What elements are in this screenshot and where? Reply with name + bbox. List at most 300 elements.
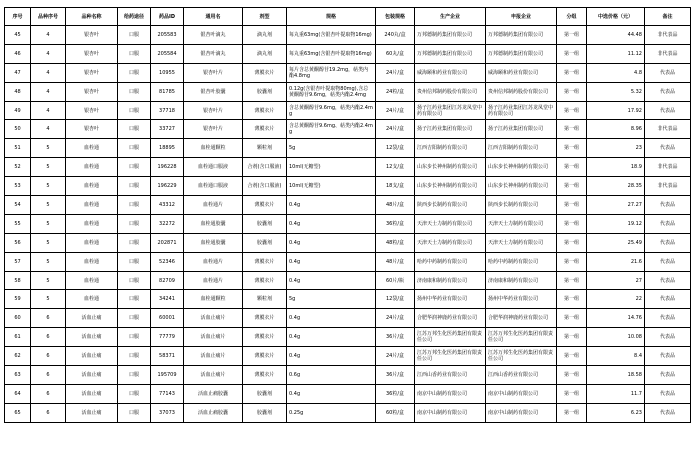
cell-drug-id: 18895 <box>151 139 184 158</box>
cell-price: 23 <box>587 139 645 158</box>
cell-applicant: 江苏万邦生化医药集团有限责任公司 <box>486 328 557 347</box>
column-header-price: 中选价格（元） <box>587 8 645 26</box>
cell-seq: 51 <box>5 139 31 158</box>
cell-manufacturer: 扬州中华药业有限公司 <box>415 290 486 309</box>
table-row <box>5 177 691 196</box>
cell-variety-name: 银杏叶 <box>66 82 118 101</box>
cell-price: 10.08 <box>587 328 645 347</box>
cell-package: 12袋/盒 <box>376 290 415 309</box>
cell-seq: 49 <box>5 101 31 120</box>
cell-variety-name: 血栓通 <box>66 214 118 233</box>
cell-manufacturer: 天津天士力制药有限公司 <box>415 233 486 252</box>
cell-group: 第一组 <box>557 403 587 422</box>
cell-drug-id: 205583 <box>151 26 184 45</box>
cell-price: 11.7 <box>587 384 645 403</box>
cell-variety-name: 活血止痛 <box>66 403 118 422</box>
cell-spec: 含总黄酮醇苷9.6mg、萜类内酯2.4mg <box>287 120 376 139</box>
cell-package: 12支/盒 <box>376 158 415 177</box>
cell-group: 第一组 <box>557 271 587 290</box>
cell-price: 11.12 <box>587 44 645 63</box>
cell-spec: 5g <box>287 290 376 309</box>
cell-manufacturer: 江西吉阳制药有限公司 <box>415 139 486 158</box>
cell-manufacturer: 山东步长神州制药有限公司 <box>415 177 486 196</box>
cell-group: 第一组 <box>557 214 587 233</box>
cell-dosage-form: 薄膜衣片 <box>243 271 287 290</box>
cell-drug-id: 205584 <box>151 44 184 63</box>
cell-spec: 含总黄酮醇苷9.6mg，萜类内酯2.4mg <box>287 101 376 120</box>
cell-price: 4.8 <box>587 63 645 82</box>
cell-generic-name: 活血止痛片 <box>184 309 243 328</box>
cell-applicant: 天津天士力制药有限公司 <box>486 233 557 252</box>
cell-route: 口服 <box>118 44 151 63</box>
cell-manufacturer: 江苏万邦生化医药集团有限责任公司 <box>415 347 486 366</box>
cell-generic-name: 活血止痛片 <box>184 347 243 366</box>
cell-spec: 每片含总黄酮醇苷19.2mg，萜类内酯4.8mg <box>287 63 376 82</box>
cell-seq: 63 <box>5 366 31 385</box>
cell-spec: 0.4g <box>287 328 376 347</box>
cell-variety-seq: 4 <box>31 63 66 82</box>
cell-route: 口服 <box>118 196 151 215</box>
cell-spec: 0.4g <box>287 384 376 403</box>
table-row <box>5 290 691 309</box>
column-header-remark: 备注 <box>645 8 691 26</box>
cell-drug-id: 58371 <box>151 347 184 366</box>
cell-variety-seq: 6 <box>31 328 66 347</box>
cell-group: 第一组 <box>557 63 587 82</box>
cell-price: 22 <box>587 290 645 309</box>
cell-variety-seq: 4 <box>31 120 66 139</box>
cell-package: 24片/盒 <box>376 347 415 366</box>
cell-applicant: 陕西步长制药有限公司 <box>486 196 557 215</box>
cell-variety-seq: 5 <box>31 252 66 271</box>
cell-remark: 代表品 <box>645 63 691 82</box>
cell-variety-seq: 6 <box>31 384 66 403</box>
cell-seq: 57 <box>5 252 31 271</box>
cell-generic-name: 活血止痛胶囊 <box>184 403 243 422</box>
cell-variety-seq: 4 <box>31 26 66 45</box>
cell-group: 第一组 <box>557 347 587 366</box>
cell-group: 第一组 <box>557 233 587 252</box>
cell-drug-id: 37073 <box>151 403 184 422</box>
cell-variety-name: 活血止痛 <box>66 309 118 328</box>
cell-generic-name: 血栓通片 <box>184 271 243 290</box>
cell-applicant: 南京中山制药有限公司 <box>486 403 557 422</box>
cell-variety-seq: 6 <box>31 309 66 328</box>
cell-remark: 非代表品 <box>645 177 691 196</box>
cell-group: 第一组 <box>557 309 587 328</box>
table-row <box>5 101 691 120</box>
cell-dosage-form: 薄膜衣片 <box>243 63 287 82</box>
cell-route: 口服 <box>118 252 151 271</box>
cell-spec: 0.6g <box>287 366 376 385</box>
cell-dosage-form: 薄膜衣片 <box>243 328 287 347</box>
cell-group: 第一组 <box>557 139 587 158</box>
cell-remark: 代表品 <box>645 101 691 120</box>
cell-group: 第一组 <box>557 158 587 177</box>
cell-remark: 代表品 <box>645 82 691 101</box>
cell-spec: 0.25g <box>287 403 376 422</box>
cell-dosage-form: 胶囊剂 <box>243 403 287 422</box>
table-row <box>5 63 691 82</box>
cell-package: 48粒/盒 <box>376 233 415 252</box>
cell-route: 口服 <box>118 26 151 45</box>
cell-variety-name: 银杏叶 <box>66 63 118 82</box>
cell-seq: 58 <box>5 271 31 290</box>
cell-drug-id: 77143 <box>151 384 184 403</box>
table-row <box>5 233 691 252</box>
cell-price: 8.96 <box>587 120 645 139</box>
cell-generic-name: 血栓通颗粒 <box>184 139 243 158</box>
cell-remark: 代表品 <box>645 309 691 328</box>
cell-variety-name: 血栓通 <box>66 177 118 196</box>
cell-route: 口服 <box>118 271 151 290</box>
cell-applicant: 万邦德制药集团有限公司 <box>486 26 557 45</box>
cell-remark: 代表品 <box>645 139 691 158</box>
table-body <box>5 26 691 423</box>
cell-seq: 52 <box>5 158 31 177</box>
cell-dosage-form: 薄膜衣片 <box>243 196 287 215</box>
cell-variety-seq: 5 <box>31 214 66 233</box>
cell-manufacturer: 万邦德制药集团有限公司 <box>415 44 486 63</box>
cell-drug-id: 82709 <box>151 271 184 290</box>
cell-applicant: 南京中山制药有限公司 <box>486 384 557 403</box>
cell-manufacturer: 哈药中药制药有限公司 <box>415 252 486 271</box>
cell-price: 28.35 <box>587 177 645 196</box>
cell-price: 18.9 <box>587 158 645 177</box>
cell-drug-id: 196228 <box>151 158 184 177</box>
cell-package: 24片/盒 <box>376 309 415 328</box>
cell-route: 口服 <box>118 139 151 158</box>
table-row <box>5 366 691 385</box>
cell-variety-seq: 4 <box>31 101 66 120</box>
cell-applicant: 扬子江药业集团有限公司 <box>486 120 557 139</box>
table-row <box>5 252 691 271</box>
column-header-group: 分组 <box>557 8 587 26</box>
cell-manufacturer: 扬子江药业集团江苏龙凤堂中药有限公司 <box>415 101 486 120</box>
cell-generic-name: 银杏叶片 <box>184 101 243 120</box>
column-header-seq: 序号 <box>5 8 31 26</box>
cell-price: 27.27 <box>587 196 645 215</box>
cell-generic-name: 血栓通胶囊 <box>184 233 243 252</box>
cell-remark: 代表品 <box>645 366 691 385</box>
cell-manufacturer: 山东步长神州制药有限公司 <box>415 158 486 177</box>
cell-group: 第一组 <box>557 177 587 196</box>
column-header-dosage-form: 剂型 <box>243 8 287 26</box>
cell-variety-seq: 6 <box>31 403 66 422</box>
cell-applicant: 威海颐和药业有限公司 <box>486 63 557 82</box>
cell-drug-id: 32272 <box>151 214 184 233</box>
cell-manufacturer: 江西山香药业有限公司 <box>415 366 486 385</box>
cell-spec: 0.4g <box>287 196 376 215</box>
table-row <box>5 271 691 290</box>
cell-remark: 代表品 <box>645 384 691 403</box>
cell-variety-name: 活血止痛 <box>66 347 118 366</box>
cell-variety-name: 血栓通 <box>66 158 118 177</box>
cell-route: 口服 <box>118 403 151 422</box>
cell-group: 第一组 <box>557 290 587 309</box>
table-row <box>5 347 691 366</box>
cell-variety-name: 血栓通 <box>66 290 118 309</box>
cell-route: 口服 <box>118 214 151 233</box>
cell-route: 口服 <box>118 120 151 139</box>
cell-seq: 59 <box>5 290 31 309</box>
cell-dosage-form: 胶囊剂 <box>243 233 287 252</box>
cell-group: 第一组 <box>557 252 587 271</box>
cell-dosage-form: 滴丸剂 <box>243 44 287 63</box>
cell-group: 第一组 <box>557 328 587 347</box>
cell-remark: 代表品 <box>645 214 691 233</box>
cell-spec: 0.4g <box>287 252 376 271</box>
cell-price: 17.92 <box>587 101 645 120</box>
cell-drug-id: 37718 <box>151 101 184 120</box>
cell-manufacturer: 南京中山制药有限公司 <box>415 403 486 422</box>
column-header-variety-name: 品种名称 <box>66 8 118 26</box>
cell-dosage-form: 薄膜衣片 <box>243 101 287 120</box>
cell-manufacturer: 合肥华润神鹿药业有限公司 <box>415 309 486 328</box>
cell-applicant: 济南康和制药有限公司 <box>486 271 557 290</box>
cell-dosage-form: 薄膜衣片 <box>243 252 287 271</box>
cell-dosage-form: 颗粒剂 <box>243 290 287 309</box>
cell-seq: 46 <box>5 44 31 63</box>
cell-price: 14.76 <box>587 309 645 328</box>
header-row <box>5 8 691 26</box>
cell-drug-id: 81785 <box>151 82 184 101</box>
cell-generic-name: 活血止痛胶囊 <box>184 384 243 403</box>
cell-package: 36片/盒 <box>376 328 415 347</box>
cell-package: 24片/盒 <box>376 101 415 120</box>
cell-remark: 代表品 <box>645 347 691 366</box>
cell-package: 36粒/盒 <box>376 214 415 233</box>
cell-generic-name: 银杏叶滴丸 <box>184 44 243 63</box>
cell-drug-id: 196229 <box>151 177 184 196</box>
cell-generic-name: 血栓通颗粒 <box>184 290 243 309</box>
cell-package: 240丸/盒 <box>376 26 415 45</box>
table-row <box>5 139 691 158</box>
cell-manufacturer: 万邦德制药集团有限公司 <box>415 26 486 45</box>
cell-applicant: 贵州信邦制药股份有限公司 <box>486 82 557 101</box>
cell-generic-name: 银杏叶胶囊 <box>184 82 243 101</box>
cell-seq: 50 <box>5 120 31 139</box>
cell-price: 8.4 <box>587 347 645 366</box>
cell-seq: 56 <box>5 233 31 252</box>
cell-generic-name: 活血止痛片 <box>184 328 243 347</box>
cell-spec: 0.4g <box>287 233 376 252</box>
cell-package: 60片/瓶 <box>376 271 415 290</box>
cell-variety-seq: 6 <box>31 366 66 385</box>
cell-spec: 5g <box>287 139 376 158</box>
cell-package: 60粒/盒 <box>376 403 415 422</box>
cell-seq: 45 <box>5 26 31 45</box>
cell-manufacturer: 济南康和制药有限公司 <box>415 271 486 290</box>
cell-package: 24片/盒 <box>376 120 415 139</box>
cell-remark: 非代表品 <box>645 120 691 139</box>
cell-group: 第一组 <box>557 384 587 403</box>
cell-drug-id: 52346 <box>151 252 184 271</box>
cell-variety-seq: 5 <box>31 196 66 215</box>
cell-generic-name: 血栓通口服液 <box>184 177 243 196</box>
cell-remark: 代表品 <box>645 328 691 347</box>
cell-drug-id: 43312 <box>151 196 184 215</box>
cell-route: 口服 <box>118 290 151 309</box>
cell-remark: 代表品 <box>645 290 691 309</box>
column-header-manufacturer: 生产企业 <box>415 8 486 26</box>
price-table-sheet <box>4 7 690 423</box>
table-row <box>5 158 691 177</box>
cell-spec: 0.4g <box>287 271 376 290</box>
cell-spec: 0.4g <box>287 347 376 366</box>
cell-route: 口服 <box>118 366 151 385</box>
cell-dosage-form: 胶囊剂 <box>243 384 287 403</box>
cell-spec: 10ml(无糖型) <box>287 158 376 177</box>
cell-applicant: 江西吉阳制药有限公司 <box>486 139 557 158</box>
cell-generic-name: 血栓通口服液 <box>184 158 243 177</box>
cell-variety-seq: 5 <box>31 158 66 177</box>
cell-dosage-form: 合剂(含口服液) <box>243 177 287 196</box>
table-row <box>5 403 691 422</box>
cell-generic-name: 银杏叶片 <box>184 120 243 139</box>
cell-package: 36片/盒 <box>376 366 415 385</box>
cell-seq: 64 <box>5 384 31 403</box>
cell-variety-name: 活血止痛 <box>66 384 118 403</box>
cell-seq: 60 <box>5 309 31 328</box>
cell-dosage-form: 颗粒剂 <box>243 139 287 158</box>
cell-drug-id: 202871 <box>151 233 184 252</box>
cell-remark: 非代表品 <box>645 44 691 63</box>
cell-seq: 53 <box>5 177 31 196</box>
cell-applicant: 山东步长神州制药有限公司 <box>486 158 557 177</box>
table-row <box>5 82 691 101</box>
cell-manufacturer: 江苏万邦生化医药集团有限责任公司 <box>415 328 486 347</box>
cell-group: 第一组 <box>557 44 587 63</box>
cell-drug-id: 10955 <box>151 63 184 82</box>
cell-variety-name: 血栓通 <box>66 233 118 252</box>
cell-applicant: 天津天士力制药有限公司 <box>486 214 557 233</box>
cell-dosage-form: 胶囊剂 <box>243 214 287 233</box>
cell-drug-id: 33727 <box>151 120 184 139</box>
cell-package: 24粒/盒 <box>376 82 415 101</box>
cell-drug-id: 34241 <box>151 290 184 309</box>
cell-variety-seq: 4 <box>31 44 66 63</box>
cell-route: 口服 <box>118 177 151 196</box>
cell-generic-name: 银杏叶片 <box>184 63 243 82</box>
cell-variety-seq: 5 <box>31 290 66 309</box>
cell-route: 口服 <box>118 63 151 82</box>
cell-variety-name: 银杏叶 <box>66 120 118 139</box>
cell-generic-name: 血栓通片 <box>184 196 243 215</box>
cell-generic-name: 银杏叶滴丸 <box>184 26 243 45</box>
cell-seq: 61 <box>5 328 31 347</box>
cell-dosage-form: 薄膜衣片 <box>243 347 287 366</box>
cell-spec: 0.4g <box>287 309 376 328</box>
cell-variety-name: 血栓通 <box>66 271 118 290</box>
cell-drug-id: 77779 <box>151 328 184 347</box>
cell-remark: 代表品 <box>645 233 691 252</box>
cell-route: 口服 <box>118 384 151 403</box>
cell-package: 60丸/盒 <box>376 44 415 63</box>
cell-price: 6.23 <box>587 403 645 422</box>
cell-dosage-form: 薄膜衣片 <box>243 309 287 328</box>
cell-route: 口服 <box>118 82 151 101</box>
cell-variety-name: 银杏叶 <box>66 26 118 45</box>
cell-variety-name: 活血止痛 <box>66 366 118 385</box>
cell-variety-seq: 4 <box>31 82 66 101</box>
cell-price: 19.12 <box>587 214 645 233</box>
cell-drug-id: 60001 <box>151 309 184 328</box>
cell-seq: 48 <box>5 82 31 101</box>
cell-group: 第一组 <box>557 120 587 139</box>
column-header-generic-name: 通用名 <box>184 8 243 26</box>
table-row <box>5 309 691 328</box>
cell-package: 48片/盒 <box>376 252 415 271</box>
table-row <box>5 214 691 233</box>
cell-route: 口服 <box>118 158 151 177</box>
cell-spec: 每丸重63mg(含银杏叶提取物16mg) <box>287 44 376 63</box>
cell-package: 36粒/盒 <box>376 384 415 403</box>
cell-seq: 62 <box>5 347 31 366</box>
cell-manufacturer: 天津天士力制药有限公司 <box>415 214 486 233</box>
cell-variety-name: 血栓通 <box>66 139 118 158</box>
cell-group: 第一组 <box>557 26 587 45</box>
cell-spec: 0.12g(含银杏叶提取物80mg),含总黄酮醇苷9.6mg，萜类内酯2.4mg <box>287 82 376 101</box>
cell-applicant: 哈药中药制药有限公司 <box>486 252 557 271</box>
cell-dosage-form: 合剂(含口服液) <box>243 158 287 177</box>
cell-generic-name: 血栓通片 <box>184 252 243 271</box>
column-header-route: 给药途径 <box>118 8 151 26</box>
cell-price: 21.6 <box>587 252 645 271</box>
cell-variety-name: 银杏叶 <box>66 101 118 120</box>
cell-seq: 55 <box>5 214 31 233</box>
cell-group: 第一组 <box>557 196 587 215</box>
column-header-variety-seq: 品种序号 <box>31 8 66 26</box>
table-row <box>5 196 691 215</box>
cell-price: 25.49 <box>587 233 645 252</box>
column-header-spec: 规格 <box>287 8 376 26</box>
cell-variety-name: 血栓通 <box>66 196 118 215</box>
table-row <box>5 44 691 63</box>
cell-package: 12袋/盒 <box>376 139 415 158</box>
cell-generic-name: 血栓通胶囊 <box>184 214 243 233</box>
cell-manufacturer: 扬子江药业集团有限公司 <box>415 120 486 139</box>
cell-applicant: 江西山香药业有限公司 <box>486 366 557 385</box>
column-header-drug-id: 药品ID <box>151 8 184 26</box>
cell-package: 18支/盒 <box>376 177 415 196</box>
cell-package: 24片/盒 <box>376 63 415 82</box>
cell-manufacturer: 南京中山制药有限公司 <box>415 384 486 403</box>
cell-seq: 65 <box>5 403 31 422</box>
cell-remark: 代表品 <box>645 403 691 422</box>
cell-price: 44.48 <box>587 26 645 45</box>
cell-applicant: 合肥华润神鹿药业有限公司 <box>486 309 557 328</box>
cell-route: 口服 <box>118 347 151 366</box>
cell-route: 口服 <box>118 328 151 347</box>
cell-manufacturer: 贵州信邦制药股份有限公司 <box>415 82 486 101</box>
cell-variety-seq: 6 <box>31 347 66 366</box>
cell-group: 第一组 <box>557 101 587 120</box>
table-row <box>5 26 691 45</box>
cell-route: 口服 <box>118 233 151 252</box>
cell-manufacturer: 威海颐和药业有限公司 <box>415 63 486 82</box>
cell-manufacturer: 陕西步长制药有限公司 <box>415 196 486 215</box>
cell-remark: 非代表品 <box>645 26 691 45</box>
cell-spec: 0.4g <box>287 214 376 233</box>
column-header-applicant: 申报企业 <box>486 8 557 26</box>
table-row <box>5 328 691 347</box>
cell-variety-seq: 5 <box>31 233 66 252</box>
cell-applicant: 扬州中华药业有限公司 <box>486 290 557 309</box>
cell-price: 18.58 <box>587 366 645 385</box>
cell-variety-name: 银杏叶 <box>66 44 118 63</box>
cell-remark: 代表品 <box>645 252 691 271</box>
